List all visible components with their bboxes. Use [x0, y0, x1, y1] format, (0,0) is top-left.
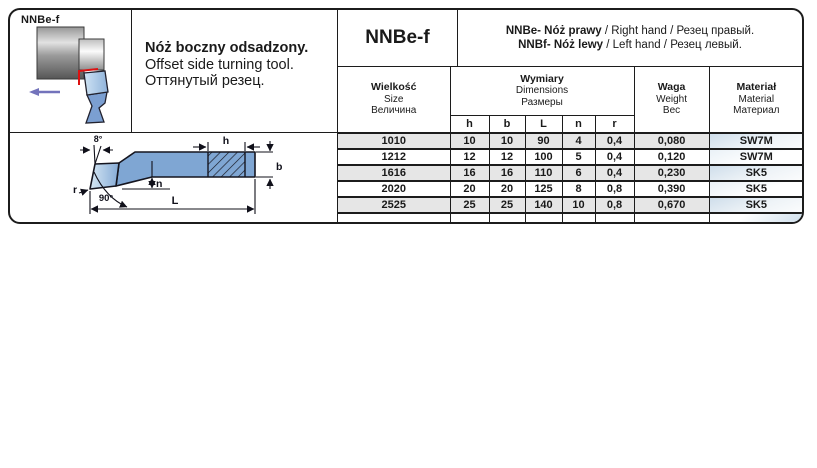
b-label: b: [276, 161, 283, 173]
subheader-n: n: [562, 115, 595, 133]
cell-weight: 0,670: [634, 197, 709, 213]
L-label: L: [171, 195, 179, 207]
table-row: [338, 133, 803, 149]
empty-row: [338, 213, 803, 222]
cell-size: 1010: [338, 133, 450, 149]
size-column-header: Wielkość Size Величина: [338, 67, 450, 133]
cell-b: 20: [489, 181, 525, 197]
variant-right-hand: [506, 24, 754, 39]
cell-n: 8: [562, 181, 595, 197]
variant-right-hand-text: / Right hand / Резец правый.: [601, 24, 755, 37]
cell-r: 0,4: [595, 133, 634, 149]
cell-b: 16: [489, 165, 525, 181]
description-polish: Nóż boczny odsadzony.: [145, 40, 309, 56]
variant-descriptions: [458, 10, 802, 66]
subheader-b: b: [489, 115, 525, 133]
cell-weight: 0,390: [634, 181, 709, 197]
cell-n: 10: [562, 197, 595, 213]
table-row: [338, 181, 803, 197]
h-label: h: [222, 135, 230, 147]
dimensions-column-header: Wymiary Dimensions Размеры: [450, 67, 634, 115]
title-row: [338, 10, 802, 67]
table-row: [338, 149, 803, 165]
cell-L: 140: [525, 197, 562, 213]
cell-h: 10: [450, 133, 489, 149]
cell-weight: 0,230: [634, 165, 709, 181]
cell-h: 20: [450, 181, 489, 197]
table-row: [338, 197, 803, 213]
weight-column-header: Waga Weight Вес: [634, 67, 709, 133]
cell-b: 25: [489, 197, 525, 213]
cell-material: SK5: [709, 197, 803, 213]
subheader-h: h: [450, 115, 489, 133]
cell-n: 5: [562, 149, 595, 165]
cell-L: 100: [525, 149, 562, 165]
table-row: [338, 165, 803, 181]
subheader-r: r: [595, 115, 634, 133]
n-label: n: [156, 178, 163, 190]
catalog-card: [8, 8, 804, 224]
tool-application-panel: [10, 10, 132, 133]
tool-code-small-label: NNBe-f: [21, 14, 60, 26]
variant-right-hand-code: NNBe- Nóż prawy: [505, 24, 602, 37]
cell-size: 2020: [338, 181, 450, 197]
cell-h: 12: [450, 149, 489, 165]
technical-drawing: [10, 133, 337, 222]
cell-r: 0,4: [595, 149, 634, 165]
tool-code-heading: NNBe-f: [338, 10, 458, 66]
angle-90-label: 90°: [98, 193, 114, 204]
cell-material: SK5: [709, 181, 803, 197]
cell-material: SW7M: [709, 149, 803, 165]
cell-r: 0,8: [595, 197, 634, 213]
cell-L: 90: [525, 133, 562, 149]
feed-direction-arrow: [29, 88, 60, 96]
spec-region: [337, 10, 802, 222]
description-english: Offset side turning tool.: [145, 56, 294, 73]
variant-left-hand: [518, 38, 742, 53]
cell-size: 1212: [338, 149, 450, 165]
material-column-header: Materiał Material Материал: [709, 67, 803, 133]
r-label: r: [72, 184, 78, 196]
cell-weight: 0,120: [634, 149, 709, 165]
cell-material: SW7M: [709, 133, 803, 149]
description-russian: Оттянутый резец.: [145, 73, 265, 89]
cell-material: SK5: [709, 165, 803, 181]
variant-left-hand-code: NNBf- Nóż lewy: [518, 39, 604, 51]
cell-h: 25: [450, 197, 489, 213]
section-hatch: [208, 152, 245, 177]
technical-drawing-area: [10, 133, 337, 222]
cell-weight: 0,080: [634, 133, 709, 149]
cell-n: 4: [562, 133, 595, 149]
cell-size: 2525: [338, 197, 450, 213]
cell-b: 12: [489, 149, 525, 165]
cell-L: 110: [525, 165, 562, 181]
workpiece-graphic: [37, 27, 104, 79]
cell-L: 125: [525, 181, 562, 197]
description-panel: [132, 10, 337, 133]
subheader-L: L: [525, 115, 562, 133]
variant-left-hand-text: / Left hand / Резец левый.: [603, 39, 742, 51]
cell-r: 0,8: [595, 181, 634, 197]
cell-b: 10: [489, 133, 525, 149]
tool-application-illustration: [10, 10, 132, 133]
angle-top-label: 8°: [93, 134, 103, 144]
spec-table-body: [338, 67, 803, 222]
cell-r: 0,4: [595, 165, 634, 181]
cell-n: 6: [562, 165, 595, 181]
column-header-row: [338, 67, 803, 115]
spec-table: [338, 67, 803, 222]
cell-h: 16: [450, 165, 489, 181]
cell-size: 1616: [338, 165, 450, 181]
